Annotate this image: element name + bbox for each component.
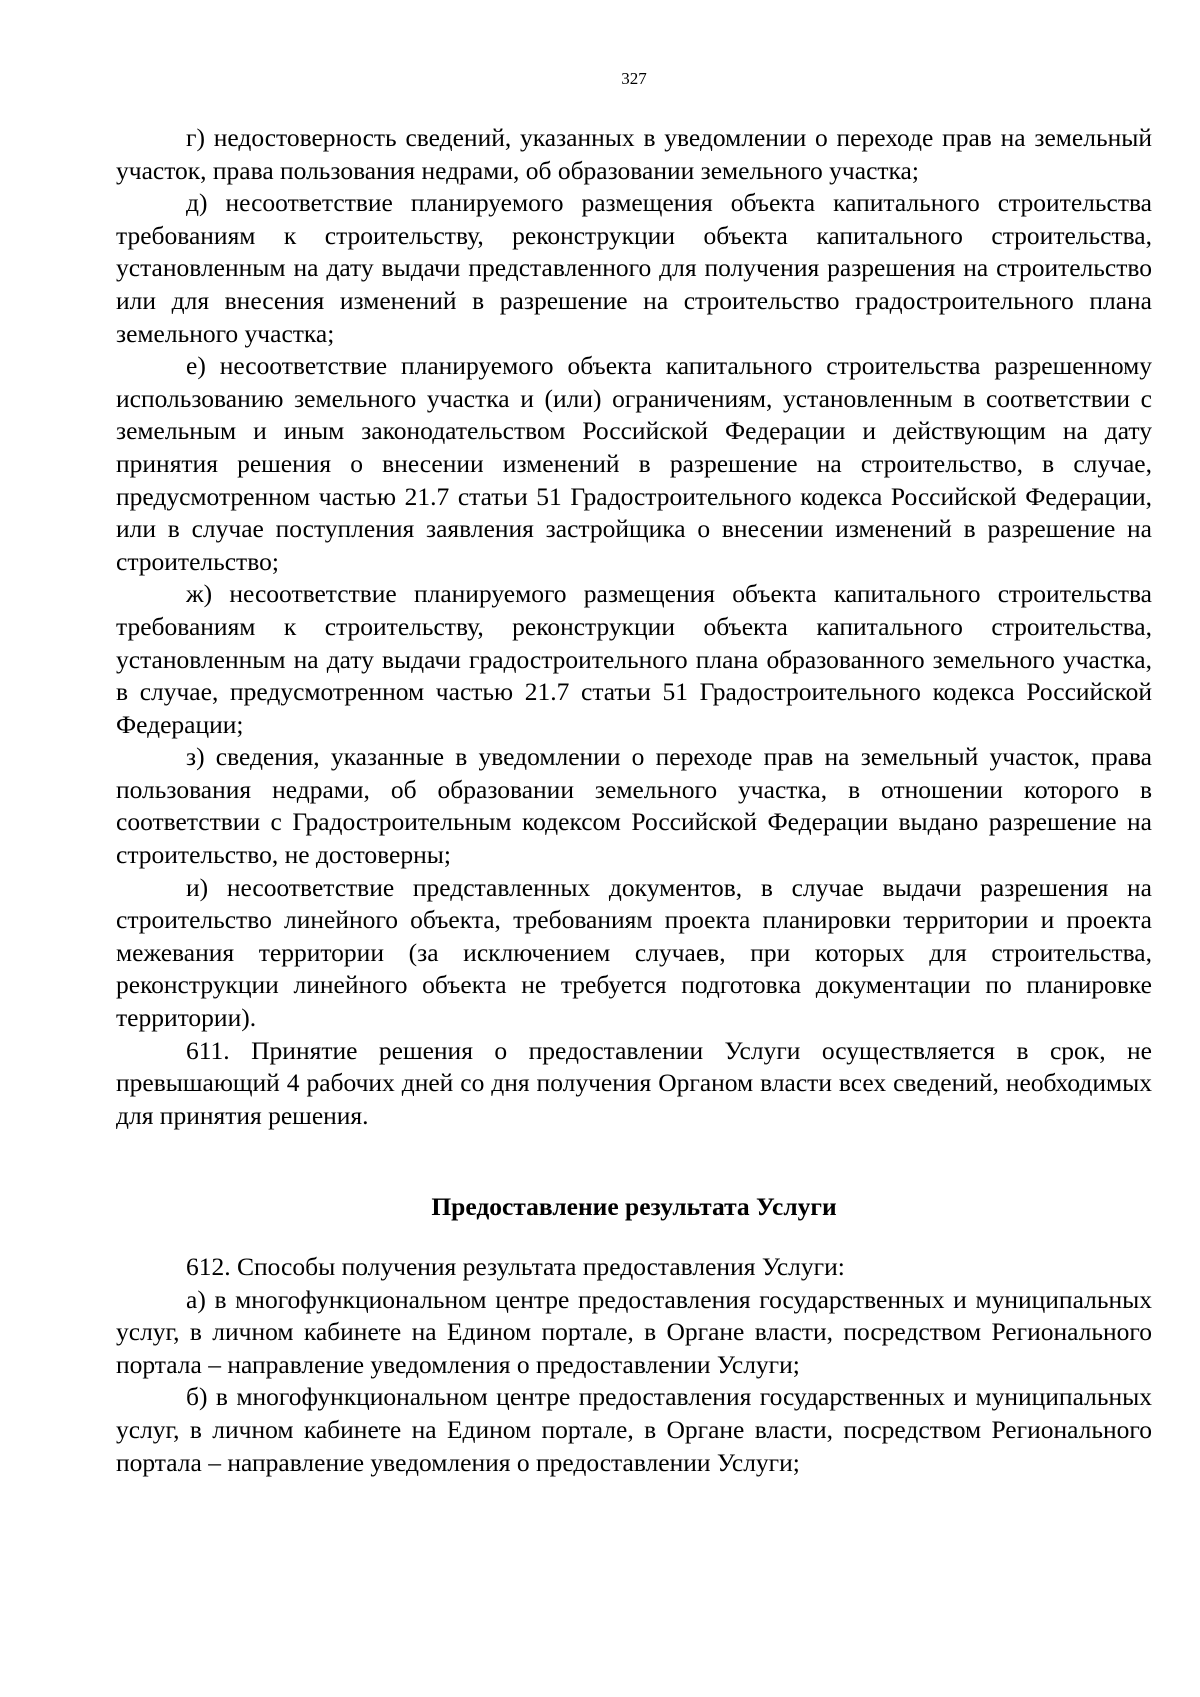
paragraph-i: и) несоответствие представленных документов, в случае выдачи разрешения на строительство линейного объекта, требованиям проекта планировки территории и проекта межевания территории (за исключением случаев, при которых для строительства, реконструкции линейного объекта не требуется подготовка документации по планировке территории).	[116, 872, 1152, 1033]
paragraph-b: б) в многофункциональном центре предоставления государственных и муниципальных услуг, в личном кабинете на Едином портале, в Органе власти, посредством Регионального портала – направление уведомления о предоставлении Услуги;	[116, 1382, 1152, 1477]
paragraph-d: д) несоответствие планируемого размещения объекта капитального строительства требованиям к строительству, реконструкции объекта капитального строительства, установленным на дату выдачи представленного для получения разрешения на строительство или для внесения изменений в разрешение на строительство градостроительного плана земельного участка;	[116, 188, 1152, 348]
paragraph-zh: ж) несоответствие планируемого размещения объекта капитального строительства требованиям к строительству, реконструкции объекта капитального строительства, установленным на дату выдачи градостроительного плана образованного земельного участка, в случае, предусмотренном частью 21.7 статьи 51 Градостроительного кодекса Российской Федерации;	[116, 579, 1152, 739]
paragraph-z: з) сведения, указанные в уведомлении о переходе прав на земельный участок, права пользования недрами, об образовании земельного участка, в отношении которого в соответствии с Градостроительным кодексом Российской Федерации выдано разрешение на строительство, не достоверны;	[116, 742, 1152, 870]
paragraph-e: е) несоответствие планируемого объекта капитального строительства разрешенному использованию земельного участка и (или) ограничениям, установленным в соответствии с земельным и иным законодательством Российской Федерации и действующим на дату принятия решения о внесении изменений в разрешение на строительство, в случае, предусмотренном частью 21.7 статьи 51 Градостроительного кодекса Российской Федерации, или в случае поступления заявления застройщика о внесении изменений в разрешение на строительство;	[116, 351, 1152, 576]
paragraph-g: г) недостоверность сведений, указанных в уведомлении о переходе прав на земельный участок, права пользования недрами, об образовании земельного участка;	[116, 123, 1152, 185]
paragraph-612: 612. Способы получения результата предоставления Услуги:	[186, 1252, 845, 1281]
page-number: 327	[621, 69, 647, 88]
paragraph-611: 611. Принятие решения о предоставлении Услуги осуществляется в срок, не превышающий 4 рабочих дней со дня получения Органом власти всех сведений, необходимых для принятия решения.	[116, 1035, 1152, 1130]
section-heading: Предоставление результата Услуги	[431, 1192, 837, 1222]
paragraph-a: а) в многофункциональном центре предоставления государственных и муниципальных услуг, в личном кабинете на Едином портале, в Органе власти, посредством Регионального портала – направление уведомления о предоставлении Услуги;	[116, 1284, 1152, 1379]
document-body	[116, 122, 1152, 1479]
